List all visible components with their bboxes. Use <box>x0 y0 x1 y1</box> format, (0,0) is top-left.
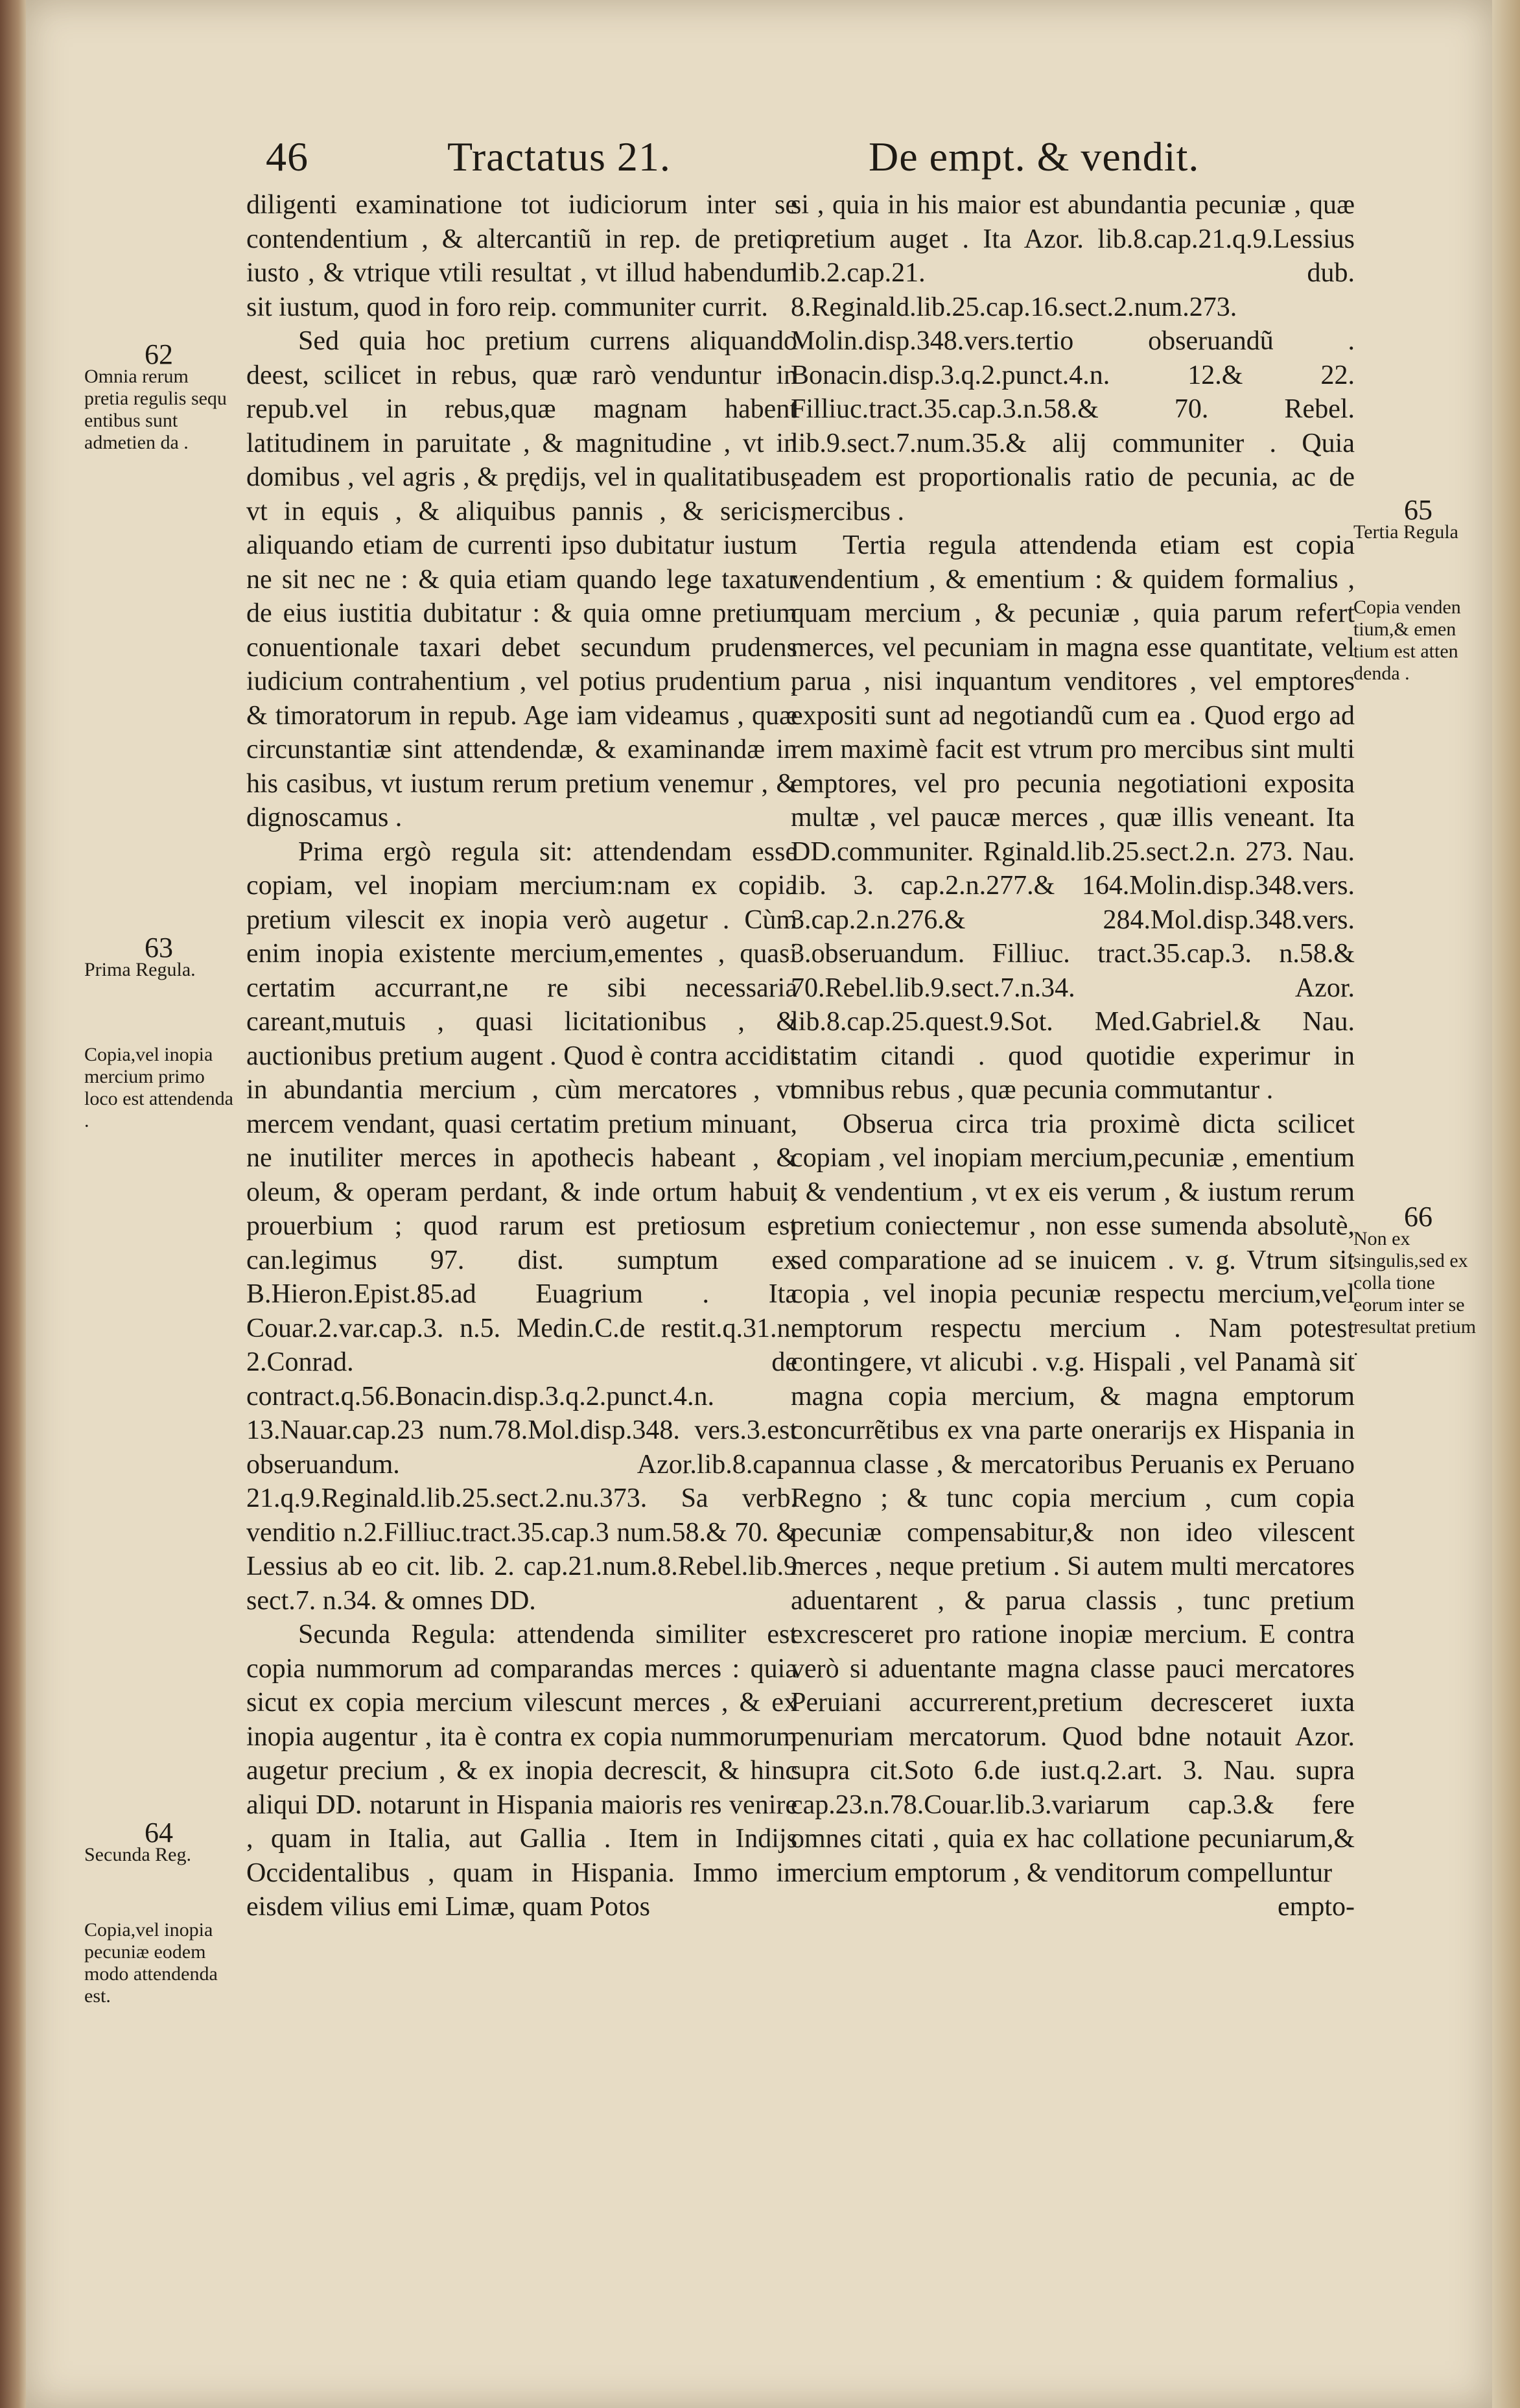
book-page <box>26 0 1492 2408</box>
header-left-title: Tractatus 21. <box>447 134 671 180</box>
book-spine-edge <box>0 0 26 2408</box>
paragraph: Tertia regula attendenda etiam est copia vendentium , & ementium : & quidem formalius , quam mercium , & pecuniæ , quia parum refert merces, vel pecuniam in magna esse quantitate, vel parua , nisi inquantum venditores , vel emptores expositi sunt ad negotiandũ cum ea . Quod ergo ad rem maximè facit est vtrum pro mercibus sint multi emptores, vel pro pecunia negotiationi exposita multæ , vel paucæ merces , quæ illis veneant. Ita DD.communiter. Rginald.lib.25.sect.2.n. 273. Nau. lib. 3. cap.2.n.277.& 164.Molin.disp.348.vers. 3.cap.2.n.276.& 284.Mol.disp.348.vers. 3.obseruandum. Filliuc. tract.35.cap.3. n.58.& 70.Rebel.lib.9.sect.7.n.34. Azor. lib.8.cap.25.quest.9.Sot. Med.Gabriel.& Nau. statim citandi . quod quotidie experimur in omnibus rebus , quæ pecunia commutantur . <box>791 530 1355 1105</box>
margin-note <box>84 338 233 454</box>
paragraph: Secunda Regula: attendenda similiter est copia nummorum ad comparandas merces : quia sicut ex copia mercium vilescunt merces , & ex inopia augentur , ita è contra ex copia nummorum augetur precium , & ex inopia decrescit, & hinc aliqui DD. notarunt in Hispania maioris res venire , quam in Italia, aut Gallia . Item in Indijs Occidentalibus , quam in Hispania. Immo in eisdem vilius emi Limæ, quam Potos <box>246 1620 797 1922</box>
margin-note-text: Copia,vel inopia pecuniæ eodem modo attendenda est. <box>84 1919 218 2007</box>
paragraph: Obserua circa tria proximè dicta scilicet copiam , vel inopiam mercium,pecuniæ , ementium , & vendentium , vt ex eis verum , & iustum rerum pretium coniectemur , non esse sumenda absolutè, sed comparatione ad se inuicem . v. g. Vtrum sit copia , vel inopia pecuniæ respectu mercium,vel emptorum respectu mercium . Nam potest contingere, vt alicubi . v.g. Hispali , vel Panamà sit magna copia mercium, & magna emptorum concurrẽtibus ex vna parte onerarijs ex Hispania in annua classe , & mercatoribus Peruanis ex Peruano Regno ; & tunc copia mercium , cum copia pecuniæ compensabitur,& non ideo vilescent merces , neque pretium . Si autem multi mercatores aduentarent , & parua classis , tunc pretium excresceret pro ratione inopiæ mercium. E contra verò si aduentante magna classe pauci mercatores Peruiani accurrerent,pretium decresceret iuxta penuriam mercatorum. Quod bdne notauit Azor. supra cit.Soto 6.de iust.q.2.art. 3. Nau. supra cap.23.n.78.Couar.lib.3.variarum cap.3.& fere omnes citati , quia ex hac collatione pecuniarum,& mercium emptorum , & venditorum compelluntur <box>791 1109 1355 1888</box>
margin-note-number: 63 <box>145 932 173 963</box>
margin-note-number: 65 <box>1404 494 1432 526</box>
margin-note <box>84 1817 233 1866</box>
header-right-title: De empt. & vendit. <box>869 134 1200 180</box>
margin-note <box>1353 1201 1483 1360</box>
margin-note-number: 64 <box>145 1817 173 1848</box>
margin-note-text: Secunda Reg. <box>84 1844 191 1865</box>
margin-note-number: 62 <box>145 338 173 370</box>
margin-note <box>84 1919 233 2007</box>
margin-note <box>84 1044 233 1132</box>
right-text-column <box>791 188 1355 1924</box>
margin-note <box>1353 494 1483 543</box>
paragraph: Prima ergò regula sit: attendendam esse copiam, vel inopiam mercium:nam ex copia pretium vilescit ex inopia verò augetur . Cùm enim inopia existente mercium,ementes , quasi certatim accurrant,ne re sibi necessaria careant,mutuis , quasi licitationibus , & auctionibus pretium augent . Quod è contra accidit in abundantia mercium , cùm mercatores , vt mercem vendant, quasi certatim pretium minuant, ne inutiliter merces in apothecis habeant , & oleum, & operam perdant, & inde ortum habuit prouerbium ; quod rarum est pretiosum est can.legimus 97. dist. sumptum ex B.Hieron.Epist.85.ad Euagrium . Ita Couar.2.var.cap.3. n.5. Medin.C.de restit.q.31.n. 2.Conrad. de contract.q.56.Bonacin.disp.3.q.2.punct.4.n. 13.Nauar.cap.23 num.78.Mol.disp.348. vers.3.est obseruandum. Azor.lib.8.cap. 21.q.9.Reginald.lib.25.sect.2.nu.373. Sa verb. venditio n.2.Filliuc.tract.35.cap.3 num.58.& 70. & Lessius ab eo cit. lib. 2. cap.21.num.8.Rebel.lib.9 sect.7. n.34. & omnes DD. <box>246 836 797 1616</box>
margin-note <box>1353 596 1483 685</box>
margin-note-text: Prima Regula. <box>84 959 196 980</box>
margin-note-text: Tertia Regula <box>1353 521 1458 543</box>
catchword: empto- <box>1278 1892 1355 1922</box>
running-header <box>240 133 1355 185</box>
page-fore-edge <box>1492 0 1520 2408</box>
margin-note <box>84 932 233 981</box>
paragraph: diligenti examinatione tot iudiciorum inter se contendentium , & altercantiũ in rep. de pretio iusto , & vtrique vtili resultat , vt illud habendum sit iustum, quod in foro reip. communiter currit. <box>246 190 797 322</box>
margin-note-number: 66 <box>1404 1201 1432 1233</box>
page-number: 46 <box>266 134 309 180</box>
margin-note-text: Copia,vel inopia mercium primo loco est attendenda . <box>84 1044 233 1131</box>
paragraph: si , quia in his maior est abundantia pecuniæ , quæ pretium auget . Ita Azor. lib.8.cap.21.q.9.Lessius lib.2.cap.21. dub. 8.Reginald.lib.25.cap.16.sect.2.num.273. Molin.disp.348.vers.tertio obseruandũ . Bonacin.disp.3.q.2.punct.4.n. 12.& 22. Filliuc.tract.35.cap.3.n.58.& 70. Rebel. lib.9.sect.7.num.35.& alij communiter . Quia eadem est proportionalis ratio de pecunia, ac de mercibus . <box>791 190 1355 526</box>
margin-note-text: Copia venden tium,& emen tium est atten denda . <box>1353 596 1461 684</box>
paragraph: Sed quia hoc pretium currens aliquando deest, scilicet in rebus, quæ rarò venduntur in repub.vel in rebus,quæ magnam habent latitudinem in paruitate , & magnitudine , vt in domibus , vel agris , & prędijs, vel in qualitatibus, vt in equis , & aliquibus pannis , & sericis; aliquando etiam de currenti ipso dubitatur iustum ne sit nec ne : & quia etiam quando lege taxatur de eius iustitia dubitatur : & quia omne pretium conuentionale taxari debet secundum prudens iudicium contrahentium , vel potius prudentium , & timoratorum in repub. Age iam videamus , quæ circunstantiæ sint attendendæ, & examinandæ in his casibus, vt iustum rerum pretium venemur , & dignoscamus . <box>246 326 797 832</box>
left-text-column <box>246 188 797 1924</box>
margin-note-text: Omnia rerum pretia regulis sequ entibus sunt admetien da . <box>84 366 227 453</box>
margin-note-text: Non ex singulis,sed ex colla tione eorum inter se resultat pretium . <box>1353 1228 1477 1360</box>
